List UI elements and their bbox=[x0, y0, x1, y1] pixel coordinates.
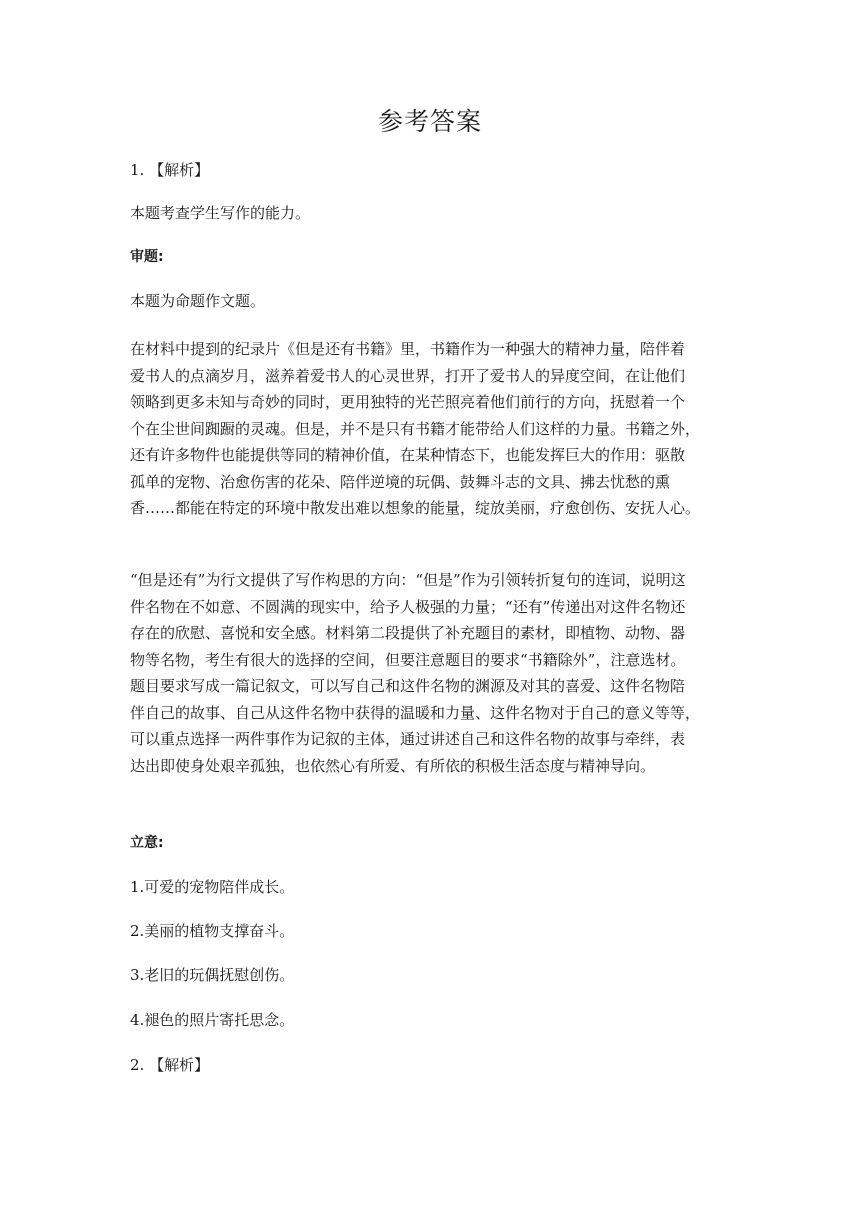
paragraph-line: 香……都能在特定的环境中散发出难以想象的能量，绽放美丽，疗愈创伤、安抚人心。 bbox=[130, 499, 701, 517]
paragraph-line: 件名物在不如意、不圆满的现实中，给予人极强的力量；“还有”传递出对这件名物还 bbox=[130, 597, 686, 616]
idea-item: 2.美丽的植物支撑奋斗。 bbox=[130, 922, 295, 940]
idea-item: 4.褪色的照片寄托思念。 bbox=[130, 1011, 295, 1029]
q1-paragraph-1 bbox=[130, 336, 730, 522]
paragraph-line: 领略到更多未知与奇妙的同时，更用独特的光芒照亮着他们前行的方向，抚慰着一个 bbox=[130, 393, 686, 411]
paragraph-line: 还有许多物件也能提供等同的精神价值，在某种情态下，也能发挥巨大的作用：驱散 bbox=[130, 446, 686, 464]
q1-paragraph-2 bbox=[130, 567, 730, 779]
paragraph-line: 物等名物，考生有很大的选择的空间，但要注意题目的要求“书籍除外”，注意选材。 bbox=[130, 650, 686, 669]
paragraph-line: 可以重点选择一两件事作为记叙的主体，通过讲述自己和这件名物的故事与牵绊，表 bbox=[130, 730, 686, 748]
paragraph-line: 伴自己的故事、自己从这件名物中获得的温暖和力量、这件名物对于自己的意义等等， bbox=[130, 703, 701, 722]
page-title: 参考答案 bbox=[377, 107, 482, 136]
q1-heading: 1. 【解析】 bbox=[130, 161, 210, 179]
paragraph-line: 个在尘世间踟蹰的灵魂。但是，并不是只有书籍才能带给人们这样的力量。书籍之外， bbox=[130, 419, 701, 438]
paragraph-line: 题目要求写成一篇记叙文，可以写自己和这件名物的渊源及对其的喜爱、这件名物陪 bbox=[130, 677, 686, 695]
q1-type: 本题为命题作文题。 bbox=[130, 292, 266, 310]
idea-item: 1.可爱的宠物陪伴成长。 bbox=[130, 878, 295, 896]
paragraph-line: 爱书人的点滴岁月，滋养着爱书人的心灵世界，打开了爱书人的异度空间，在让他们 bbox=[130, 366, 686, 385]
q2-heading: 2. 【解析】 bbox=[130, 1056, 210, 1074]
q1-intro: 本题考查学生写作的能力。 bbox=[130, 204, 311, 222]
label-shenti: 审题: bbox=[130, 249, 164, 265]
paragraph-line: 存在的欣慰、喜悦和安全感。材料第二段提供了补充题目的素材，即植物、动物、器 bbox=[130, 624, 686, 642]
paragraph-line: 孤单的宠物、治愈伤害的花朵、陪伴逆境的玩偶、鼓舞斗志的文具、拂去忧愁的熏 bbox=[130, 472, 671, 491]
paragraph-line: 在材料中提到的纪录片《但是还有书籍》里，书籍作为一种强大的精神力量，陪伴着 bbox=[130, 340, 686, 358]
paragraph-line: “但是还有”为行文提供了写作构思的方向：“但是”作为引领转折复句的连词，说明这 bbox=[130, 571, 686, 589]
paragraph-line: 达出即使身处艰辛孤独，也依然心有所爱、有所依的积极生活态度与精神导向。 bbox=[130, 756, 656, 775]
idea-item: 3.老旧的玩偶抚慰创伤。 bbox=[130, 966, 295, 984]
label-liyi: 立意: bbox=[130, 835, 164, 851]
